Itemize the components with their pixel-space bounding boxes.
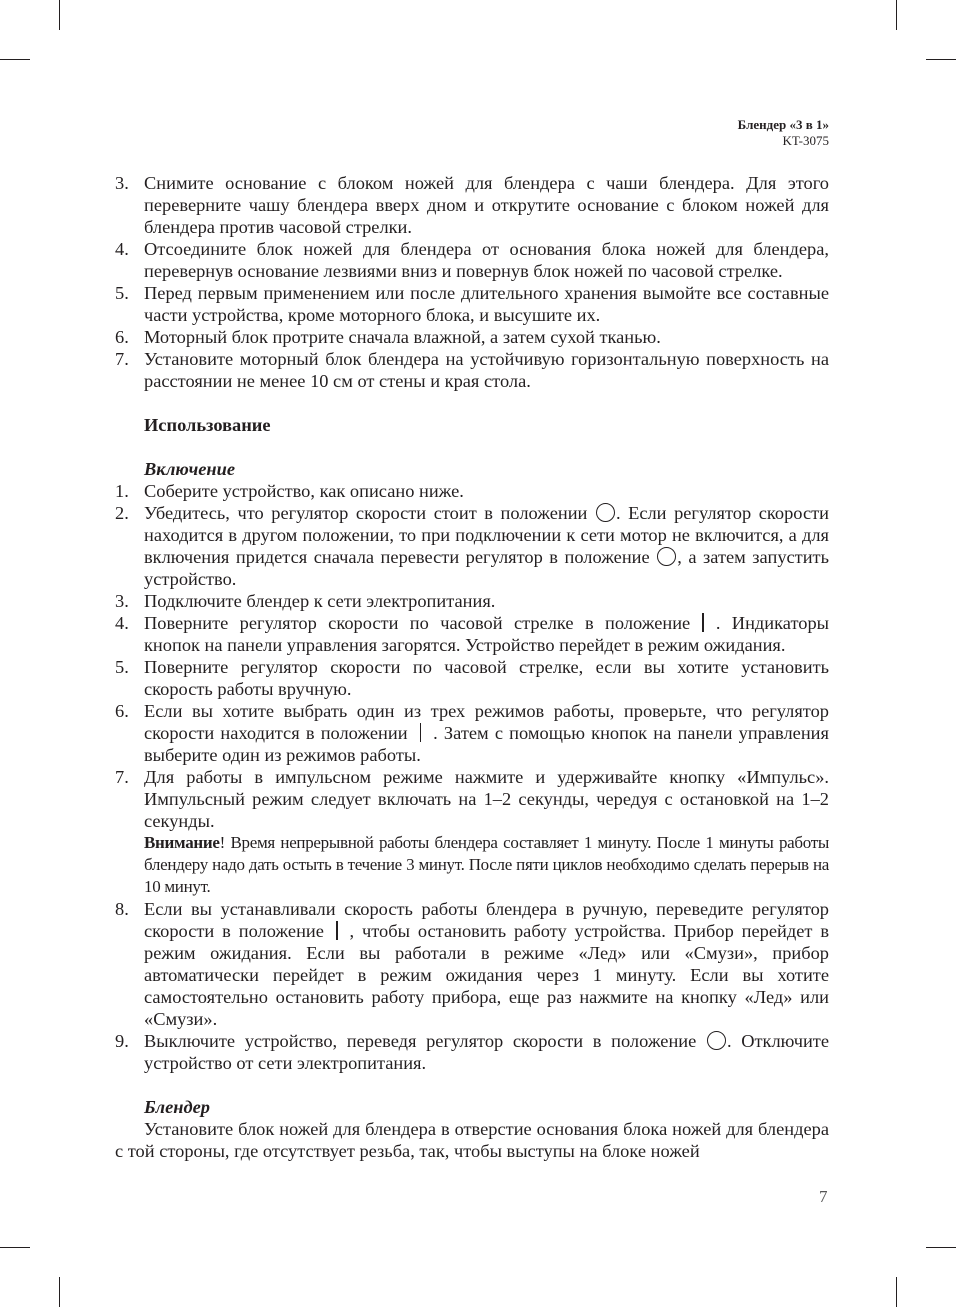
subsection-title: Блендер (144, 1097, 210, 1117)
list-item (115, 898, 829, 1030)
item-text: Подключите блендер к сети электропитания. (144, 591, 496, 611)
body-paragraph: Установите блок ножей для блендера в отверстие основания блока ножей для блендера с той стороны, где отсутствует резьба, так, чтобы выступы на блоке ножей (115, 1119, 829, 1161)
subsection-title: Включение (144, 459, 235, 479)
item-text: Соберите устройство, как описано ниже. (144, 481, 464, 501)
item-text: Выключите устройство, переведя регулятор скорости в положение (144, 1031, 697, 1051)
item-text: Убедитесь, что регулятор скорости стоит в положении (144, 503, 588, 523)
item-text: Перед первым применением или после длительного хранения вымойте все составные части устройства, кроме моторного блока, и высушите их. (144, 283, 829, 325)
item-text: Для работы в импульсном режиме нажмите и удерживайте кнопку «Импульс». Импульсный режим следует включать на 1–2 секунды, чередуя с остановкой на 1–2 секунды. (144, 767, 829, 831)
item-text: . Индикаторы кнопок на панели управления загорятся. Устройство перейдет в режим ожидания. (144, 613, 830, 655)
off-position-icon (707, 1031, 726, 1050)
list-item (115, 326, 829, 348)
list-item (115, 590, 829, 612)
warning-note (115, 832, 829, 898)
crop-mark (59, 0, 60, 30)
item-text: . Отключите устройство от сети электропитания. (144, 1031, 829, 1073)
item-text: . Если регулятор скорости находится в другом положении, то при подключении к сети мотор не включится, а для включения придется сначала перевести регулятор в положение (144, 503, 829, 567)
list-item (115, 480, 829, 502)
item-number: 7. (115, 349, 129, 369)
crop-mark (896, 0, 897, 30)
crop-mark (926, 1247, 956, 1248)
running-header (738, 117, 829, 149)
item-number: 5. (115, 657, 129, 677)
item-number: 1. (115, 481, 129, 501)
crop-mark (0, 59, 30, 60)
item-number: 4. (115, 613, 129, 633)
item-number: 7. (115, 767, 129, 787)
item-text: , чтобы остановить работу устройства. Прибор перейдет в режим ожидания. Если вы работали в режиме «Лед» или «Смузи», прибор автоматически перейдет в режим ожидания через 1 минуту. Если вы хотите самостоятельно остановить работу прибора, еще раз нажмите на кнопку «Лед» или «Смузи». (144, 921, 829, 1029)
crop-mark (59, 1277, 60, 1307)
list-item (115, 656, 829, 700)
on-position-icon (702, 613, 704, 632)
on-position-icon (420, 723, 422, 742)
list-item (115, 282, 829, 326)
item-text: Отсоедините блок ножей для блендера от основания блока ножей для блендера, перевернув основание лезвиями вниз и повернув блок ножей по часовой стрелке. (144, 239, 829, 281)
item-number: 4. (115, 239, 129, 259)
item-number: 9. (115, 1031, 129, 1051)
header-model: KT-3075 (782, 133, 829, 148)
list-top (115, 172, 829, 392)
warning-label: Внимание (144, 833, 220, 852)
item-number: 5. (115, 283, 129, 303)
off-position-icon (657, 547, 676, 566)
item-text: , а затем запустить устройство. (144, 547, 829, 589)
item-number: 3. (115, 591, 129, 611)
page-content (115, 172, 829, 1162)
list-item (115, 502, 829, 590)
item-text: Снимите основание с блоком ножей для блендера с чаши блендера. Для этого переверните чашу блендера вверх дном и открутите основание с блоком ножей для блендера против часовой стрелки. (144, 173, 829, 237)
item-text: Если вы устанавливали скорость работы блендера в ручную, переведите регулятор скорости в положение (144, 899, 829, 941)
off-position-icon (596, 503, 615, 522)
list-item (115, 1030, 829, 1074)
item-text: Поверните регулятор скорости по часовой стрелке, если вы хотите установить скорость работы вручную. (144, 657, 829, 699)
list-item (115, 348, 829, 392)
item-text: Если вы хотите выбрать один из трех режимов работы, проверьте, что регулятор скорости находится в положении (144, 701, 829, 743)
item-number: 6. (115, 327, 129, 347)
list-item (115, 612, 829, 656)
warning-text: ! Время непрерывной работы блендера составляет 1 минуту. После 1 минуты работы блендеру надо дать остыть в течение 3 минут. После пяти циклов необходимо сделать перерыв на 10 минут. (144, 833, 829, 896)
list-item (115, 238, 829, 282)
on-position-icon (336, 921, 338, 940)
crop-mark (926, 59, 956, 60)
item-number: 8. (115, 899, 129, 919)
item-number: 3. (115, 173, 129, 193)
section-title: Использование (144, 415, 271, 435)
list-item (115, 766, 829, 832)
list-usage (115, 480, 829, 1074)
crop-mark (896, 1277, 897, 1307)
page-number: 7 (819, 1187, 828, 1206)
item-text: . Затем с помощью кнопок на панели управления выберите один из режимов работы. (144, 723, 829, 765)
item-text: Поверните регулятор скорости по часовой стрелке в положение (144, 613, 691, 633)
crop-mark (0, 1247, 30, 1248)
item-text: Моторный блок протрите сначала влажной, а затем сухой тканью. (144, 327, 661, 347)
item-number: 2. (115, 503, 129, 523)
header-title: Блендер «3 в 1» (737, 117, 829, 132)
item-number: 6. (115, 701, 129, 721)
list-item (115, 700, 829, 766)
list-item (115, 172, 829, 238)
item-text: Установите моторный блок блендера на устойчивую горизонтальную поверхность на расстоянии не менее 10 см от стены и края стола. (144, 349, 829, 391)
